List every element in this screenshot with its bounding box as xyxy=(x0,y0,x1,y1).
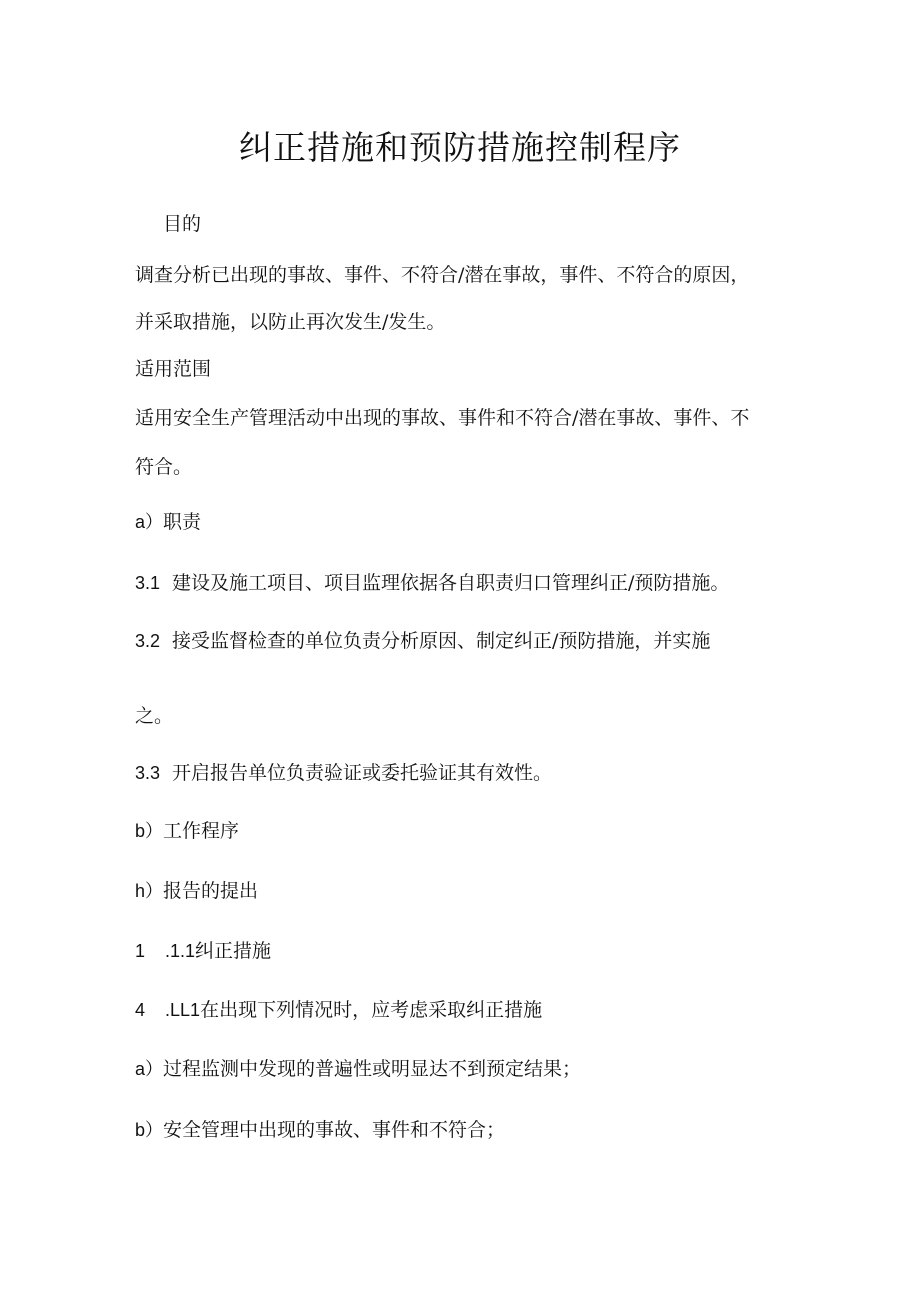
responsibility-heading-text: 职责 xyxy=(163,511,202,533)
list-item-b-marker: b） xyxy=(135,1120,164,1140)
item-3-3-number: 3.3 xyxy=(135,763,161,783)
item-3-3 xyxy=(135,761,552,785)
scope-text-line-1: 适用安全生产管理活动中出现的事故、事件和不符合/潜在事故、事件、不 xyxy=(135,407,750,429)
purpose-text-line-2: 并采取措施，以防止再次发生/发生。 xyxy=(135,311,446,333)
document-title: 纠正措施和预防措施控制程序 xyxy=(239,128,681,167)
scope-heading: 适用范围 xyxy=(135,358,212,380)
item-3-1-number: 3.1 xyxy=(135,573,161,593)
item-3-1 xyxy=(135,571,729,595)
procedure-heading xyxy=(135,819,239,843)
item-3-3-text: 开启报告单位负责验证或委托验证其有效性。 xyxy=(172,762,553,784)
item-3-2-number: 3.2 xyxy=(135,631,161,651)
report-heading-text: 报告的提出 xyxy=(163,880,259,902)
item-3-1-text: 建设及施工项目、项目监理依据各自职责归口管理纠正/预防措施。 xyxy=(172,572,730,594)
item-3-2-text: 接受监督检查的单位负责分析原因、制定纠正/预防措施，并实施 xyxy=(172,630,711,652)
procedure-heading-text: 工作程序 xyxy=(163,820,240,842)
report-heading xyxy=(135,879,258,903)
corrective-heading xyxy=(135,939,271,963)
list-item-a xyxy=(135,1057,581,1081)
report-marker: h） xyxy=(135,881,164,901)
item-3-2 xyxy=(135,629,710,653)
scope-text-line-2: 符合。 xyxy=(135,456,193,478)
corrective-number-a: 1 xyxy=(135,941,146,961)
list-item-a-text: 过程监测中发现的普遍性或明显达不到预定结果； xyxy=(163,1058,582,1080)
condition-text: 在出现下列情况时，应考虑采取纠正措施 xyxy=(200,999,543,1021)
list-item-b xyxy=(135,1118,505,1142)
list-item-a-marker: a） xyxy=(135,1059,164,1079)
item-3-2-continuation: 之。 xyxy=(135,705,174,727)
purpose-heading: 目的 xyxy=(163,213,202,235)
purpose-text-line-1: 调查分析已出现的事故、事件、不符合/潜在事故，事件、不符合的原因， xyxy=(135,264,750,286)
condition-number-a: 4 xyxy=(135,1000,146,1020)
responsibility-heading xyxy=(135,510,201,534)
responsibility-marker: a） xyxy=(135,512,164,532)
corrective-number-b: .1.1 xyxy=(165,941,196,961)
list-item-b-text: 安全管理中出现的事故、事件和不符合； xyxy=(163,1119,506,1141)
corrective-heading-text: 纠正措施 xyxy=(195,940,272,962)
condition-line xyxy=(135,998,542,1022)
procedure-marker: b） xyxy=(135,821,164,841)
condition-number-b: .LL1 xyxy=(165,1000,201,1020)
